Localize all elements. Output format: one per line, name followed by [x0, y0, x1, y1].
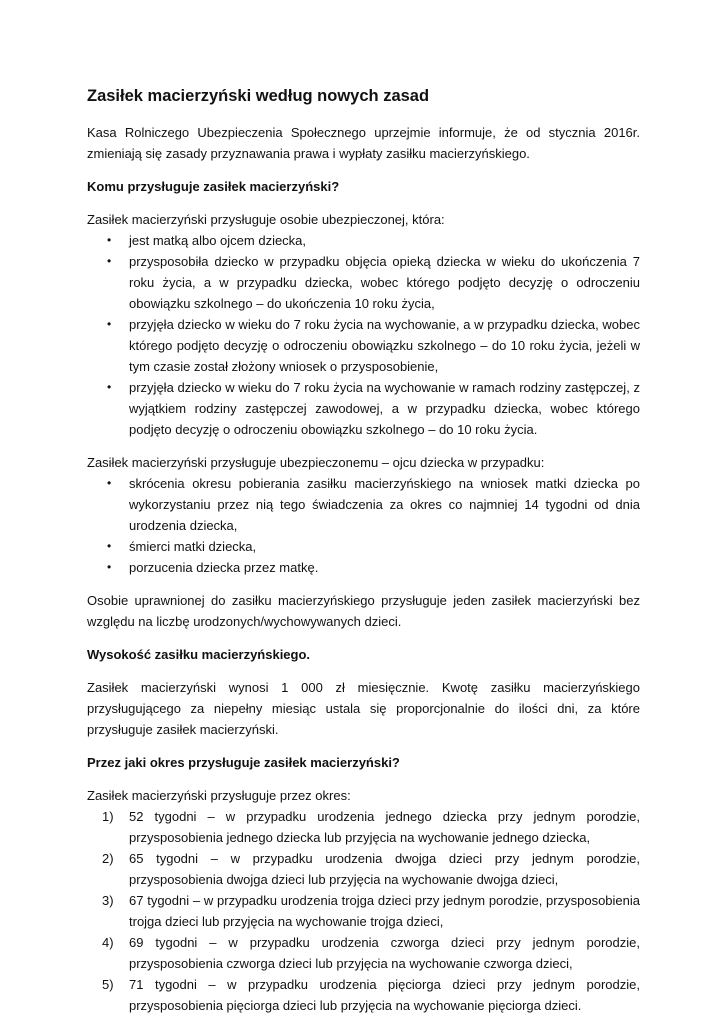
- bullet-icon: •: [107, 254, 112, 268]
- list-item-text: jest matką albo ojcem dziecka,: [129, 233, 307, 248]
- eligibility-lead-father: Zasiłek macierzyński przysługuje ubezpieczonemu – ojcu dziecka w przypadku:: [87, 455, 545, 470]
- duration-list: [87, 806, 640, 1016]
- list-number: 1): [102, 809, 114, 824]
- bullet-icon: •: [107, 317, 112, 331]
- list-item: [87, 557, 640, 578]
- eligibility-closing-paragraph: Osobie uprawnionej do zasiłku macierzyńskiego przysługuje jeden zasiłek macierzyński bez względu na liczbę urodzonych/wychowywanych dzieci.: [87, 593, 640, 629]
- list-item-text: skrócenia okresu pobierania zasiłku macierzyńskiego na wniosek matki dziecka po wykorzystaniu przez nią tego świadczenia za okres co najmniej 14 tygodni od dnia urodzenia dziecka,: [129, 476, 640, 533]
- list-item: [87, 536, 640, 557]
- bullet-icon: •: [107, 476, 112, 490]
- intro-paragraph: Kasa Rolniczego Ubezpieczenia Społecznego uprzejmie informuje, że od stycznia 2016r. zmieniają się zasady przyznawania prawa i wypłaty zasiłku macierzyńskiego.: [87, 125, 640, 161]
- list-item-text: przyjęła dziecko w wieku do 7 roku życia na wychowanie w ramach rodziny zastępczej, z wyjątkiem rodziny zastępczej zawodowej, a w przypadku dziecka, wobec którego podjęto decyzję o odroczeniu obowiązku szkolnego – do 10 roku życia.: [129, 380, 640, 437]
- eligibility-list-insured: [87, 230, 640, 440]
- list-item: [87, 314, 640, 377]
- list-number: 2): [102, 851, 114, 866]
- list-item-text: porzucenia dziecka przez matkę.: [129, 560, 319, 575]
- section-heading-amount: Wysokość zasiłku macierzyńskiego.: [87, 647, 311, 662]
- document-title: Zasiłek macierzyński według nowych zasad: [87, 87, 430, 105]
- list-item: [87, 890, 640, 932]
- list-item: [87, 848, 640, 890]
- list-item-text: 69 tygodni – w przypadku urodzenia czworga dzieci przy jednym porodzie, przysposobienia czworga dzieci lub przyjęcia na wychowanie czworga dzieci,: [129, 935, 640, 971]
- list-item-text: śmierci matki dziecka,: [129, 539, 257, 554]
- bullet-icon: •: [107, 233, 112, 247]
- list-item: [87, 377, 640, 440]
- list-item-text: 67 tygodni – w przypadku urodzenia trojga dzieci przy jednym porodzie, przysposobienia trojga dzieci lub przyjęcia na wychowanie trojga dzieci,: [129, 893, 640, 929]
- list-item-text: 71 tygodni – w przypadku urodzenia pięciorga dzieci przy jednym porodzie, przysposobienia pięciorga dzieci lub przyjęcia na wychowanie pięciorga dzieci.: [129, 977, 640, 1013]
- list-number: 4): [102, 935, 114, 950]
- list-item: [87, 251, 640, 314]
- document-page: [87, 84, 640, 1028]
- duration-lead: Zasiłek macierzyński przysługuje przez okres:: [87, 788, 351, 803]
- list-item: [87, 974, 640, 1016]
- list-item-text: przyjęła dziecko w wieku do 7 roku życia na wychowanie, a w przypadku dziecka, wobec którego podjęto decyzję o odroczeniu obowiązku szkolnego – do 10 roku życia, jeżeli w tym czasie został złożony wniosek o przysposobienie,: [129, 317, 640, 374]
- section-heading-duration: Przez jaki okres przysługuje zasiłek macierzyński?: [87, 755, 400, 770]
- amount-paragraph: Zasiłek macierzyński wynosi 1 000 zł miesięcznie. Kwotę zasiłku macierzyńskiego przysługującego za niepełny miesiąc ustala się proporcjonalnie do ilości dni, za które przysługuje zasiłek macierzyński.: [87, 680, 640, 737]
- list-item: [87, 932, 640, 974]
- section-heading-eligibility: Komu przysługuje zasiłek macierzyński?: [87, 179, 340, 194]
- list-item-text: 52 tygodni – w przypadku urodzenia jednego dziecka przy jednym porodzie, przysposobienia jednego dziecka lub przyjęcia na wychowanie jednego dziecka,: [129, 809, 640, 845]
- eligibility-lead-insured: Zasiłek macierzyński przysługuje osobie ubezpieczonej, która:: [87, 212, 445, 227]
- bullet-icon: •: [107, 560, 112, 574]
- list-item: [87, 806, 640, 848]
- list-item-text: 65 tygodni – w przypadku urodzenia dwojga dzieci przy jednym porodzie, przysposobienia dwojga dzieci lub przyjęcia na wychowanie dwojga dzieci,: [129, 851, 640, 887]
- eligibility-list-father: [87, 473, 640, 578]
- list-number: 5): [102, 977, 114, 992]
- list-item: [87, 230, 640, 251]
- list-item: [87, 473, 640, 536]
- list-number: 3): [102, 893, 114, 908]
- list-item-text: przysposobiła dziecko w przypadku objęcia opieką dziecka w wieku do ukończenia 7 roku życia, a w przypadku dziecka, wobec którego podjęto decyzję o odroczeniu obowiązku szkolnego – do ukończenia 10 roku życia,: [129, 254, 640, 311]
- bullet-icon: •: [107, 380, 112, 394]
- bullet-icon: •: [107, 539, 112, 553]
